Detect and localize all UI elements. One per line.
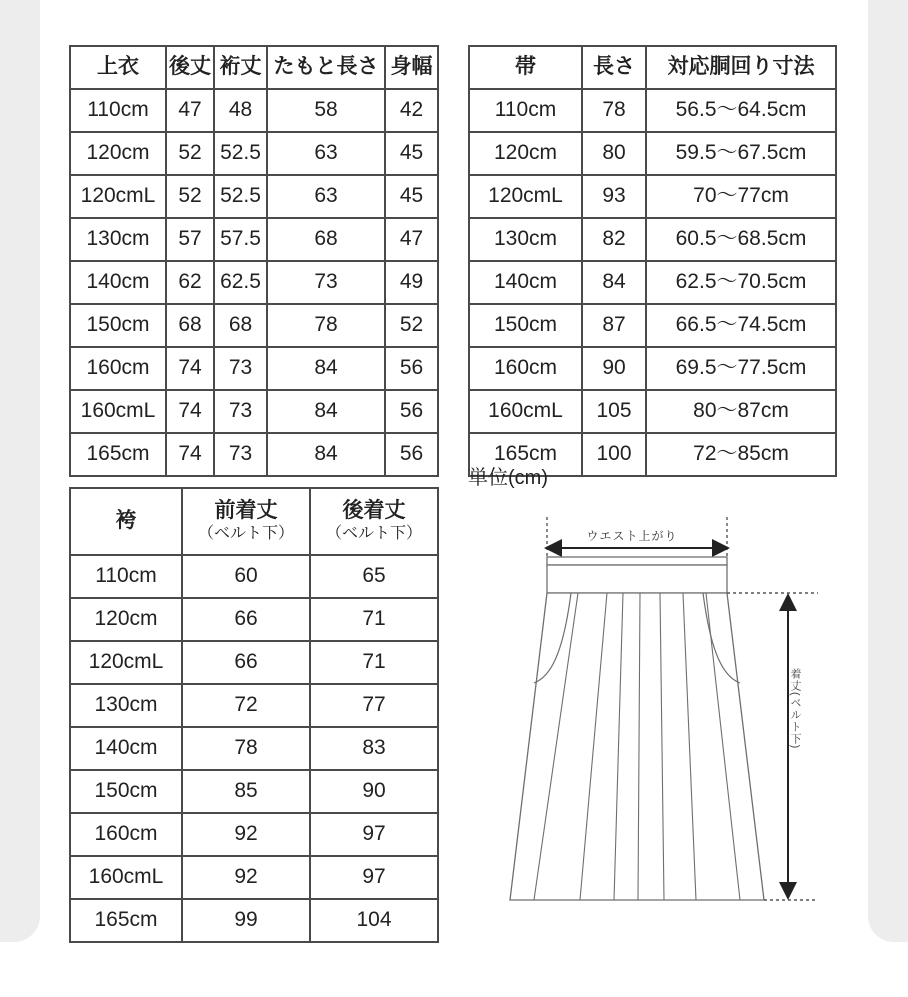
cell-body-width: 49 <box>385 261 438 304</box>
column-header-back-length: 後丈 <box>166 46 214 89</box>
column-header-hakama <box>70 488 182 555</box>
cell-length: 87 <box>582 304 646 347</box>
table-row <box>70 433 438 476</box>
cell-sleeve-span: 62.5 <box>214 261 267 304</box>
cell-waist-range: 60.5〜68.5cm <box>646 218 836 261</box>
cell-sleeve-span: 73 <box>214 433 267 476</box>
table-row <box>70 261 438 304</box>
waist-dimension-label: ウエスト上がり <box>586 529 678 543</box>
table-row <box>469 175 836 218</box>
header-main-text: 袴 <box>115 509 137 533</box>
table-row <box>70 175 438 218</box>
jacket-size-table <box>69 45 439 477</box>
cell-front-length: 66 <box>182 598 310 641</box>
cell-waist-range: 72〜85cm <box>646 433 836 476</box>
cell-body-width: 56 <box>385 390 438 433</box>
cell-size: 140cm <box>70 261 166 304</box>
cell-sleeve-span: 48 <box>214 89 267 132</box>
cell-front-length: 72 <box>182 684 310 727</box>
cell-tamoto: 78 <box>267 304 385 347</box>
cell-back-length: 97 <box>310 813 438 856</box>
cell-size: 130cm <box>70 684 182 727</box>
table-row <box>70 856 438 899</box>
cell-front-length: 66 <box>182 641 310 684</box>
cell-size: 110cm <box>70 555 182 598</box>
table-row <box>70 899 438 942</box>
cell-size: 160cmL <box>469 390 582 433</box>
cell-size: 160cm <box>469 347 582 390</box>
cell-waist-range: 62.5〜70.5cm <box>646 261 836 304</box>
table-row <box>70 89 438 132</box>
cell-size: 160cmL <box>70 390 166 433</box>
column-header-obi-length: 長さ <box>582 46 646 89</box>
column-header-back-length <box>310 488 438 555</box>
cell-size: 110cm <box>70 89 166 132</box>
cell-back-length: 97 <box>310 856 438 899</box>
cell-back-length: 104 <box>310 899 438 942</box>
hakama-skirt-outline <box>510 593 764 900</box>
cell-sleeve-span: 73 <box>214 390 267 433</box>
cell-size: 120cm <box>469 132 582 175</box>
cell-back-length: 77 <box>310 684 438 727</box>
cell-front-length: 92 <box>182 813 310 856</box>
table-row <box>469 304 836 347</box>
cell-tamoto: 68 <box>267 218 385 261</box>
cell-tamoto: 63 <box>267 132 385 175</box>
table-row <box>70 132 438 175</box>
table-row <box>70 347 438 390</box>
cell-size: 120cmL <box>70 641 182 684</box>
cell-waist-range: 66.5〜74.5cm <box>646 304 836 347</box>
cell-body-width: 56 <box>385 433 438 476</box>
cell-back-length: 52 <box>166 132 214 175</box>
waistband-body <box>547 565 727 593</box>
cell-size: 160cm <box>70 813 182 856</box>
cell-length: 100 <box>582 433 646 476</box>
cell-back-length: 68 <box>166 304 214 347</box>
table-row <box>70 390 438 433</box>
obi-size-table <box>468 45 837 477</box>
page-gutter-right <box>868 0 908 942</box>
table-row <box>70 684 438 727</box>
cell-back-length: 47 <box>166 89 214 132</box>
cell-body-width: 47 <box>385 218 438 261</box>
column-header-tamoto: たもと長さ <box>267 46 385 89</box>
table-row <box>469 347 836 390</box>
cell-front-length: 85 <box>182 770 310 813</box>
cell-back-length: 52 <box>166 175 214 218</box>
cell-back-length: 90 <box>310 770 438 813</box>
table-row <box>70 218 438 261</box>
table-row <box>469 261 836 304</box>
cell-tamoto: 84 <box>267 390 385 433</box>
cell-sleeve-span: 52.5 <box>214 175 267 218</box>
cell-front-length: 99 <box>182 899 310 942</box>
cell-back-length: 62 <box>166 261 214 304</box>
cell-tamoto: 58 <box>267 89 385 132</box>
cell-front-length: 60 <box>182 555 310 598</box>
column-header-sleeve-span: 裄丈 <box>214 46 267 89</box>
cell-waist-range: 80〜87cm <box>646 390 836 433</box>
cell-size: 120cmL <box>70 175 166 218</box>
table-row <box>469 390 836 433</box>
cell-front-length: 92 <box>182 856 310 899</box>
table-header-row <box>70 46 438 89</box>
cell-size: 160cm <box>70 347 166 390</box>
length-dimension-label: 着丈(ベルト下) <box>789 668 801 750</box>
cell-length: 82 <box>582 218 646 261</box>
cell-size: 140cm <box>70 727 182 770</box>
header-main-text: 前着丈 <box>214 499 278 523</box>
cell-body-width: 56 <box>385 347 438 390</box>
cell-length: 80 <box>582 132 646 175</box>
cell-body-width: 52 <box>385 304 438 347</box>
cell-tamoto: 73 <box>267 261 385 304</box>
waistband-top-strip <box>547 557 727 565</box>
cell-size: 120cm <box>70 132 166 175</box>
cell-back-length: 74 <box>166 347 214 390</box>
cell-back-length: 74 <box>166 390 214 433</box>
cell-back-length: 74 <box>166 433 214 476</box>
cell-size: 150cm <box>70 770 182 813</box>
table-row <box>70 641 438 684</box>
cell-sleeve-span: 52.5 <box>214 132 267 175</box>
cell-size: 140cm <box>469 261 582 304</box>
cell-sleeve-span: 57.5 <box>214 218 267 261</box>
cell-size: 160cmL <box>70 856 182 899</box>
table-row <box>70 770 438 813</box>
cell-size: 165cm <box>70 899 182 942</box>
cell-waist-range: 59.5〜67.5cm <box>646 132 836 175</box>
cell-tamoto: 84 <box>267 347 385 390</box>
cell-length: 90 <box>582 347 646 390</box>
cell-waist-range: 70〜77cm <box>646 175 836 218</box>
cell-size: 165cm <box>70 433 166 476</box>
cell-size: 120cm <box>70 598 182 641</box>
cell-size: 120cmL <box>469 175 582 218</box>
cell-sleeve-span: 68 <box>214 304 267 347</box>
column-header-waist-range: 対応胴回り寸法 <box>646 46 836 89</box>
unit-note: 単位(cm) <box>468 467 548 489</box>
cell-body-width: 45 <box>385 132 438 175</box>
column-header-jacket: 上衣 <box>70 46 166 89</box>
cell-front-length: 78 <box>182 727 310 770</box>
column-header-obi: 帯 <box>469 46 582 89</box>
cell-size: 110cm <box>469 89 582 132</box>
hakama-size-table <box>69 487 439 943</box>
cell-size: 150cm <box>70 304 166 347</box>
cell-length: 93 <box>582 175 646 218</box>
page-gutter-left <box>0 0 40 942</box>
cell-sleeve-span: 73 <box>214 347 267 390</box>
cell-length: 84 <box>582 261 646 304</box>
cell-back-length: 71 <box>310 641 438 684</box>
cell-size: 130cm <box>70 218 166 261</box>
header-main-text: 後着丈 <box>342 499 406 523</box>
cell-size: 130cm <box>469 218 582 261</box>
cell-back-length: 71 <box>310 598 438 641</box>
cell-size: 165cm <box>469 433 582 476</box>
cell-waist-range: 56.5〜64.5cm <box>646 89 836 132</box>
cell-body-width: 45 <box>385 175 438 218</box>
cell-size: 150cm <box>469 304 582 347</box>
cell-back-length: 83 <box>310 727 438 770</box>
table-row <box>70 727 438 770</box>
cell-length: 78 <box>582 89 646 132</box>
cell-back-length: 57 <box>166 218 214 261</box>
column-header-body-width: 身幅 <box>385 46 438 89</box>
cell-length: 105 <box>582 390 646 433</box>
table-header-row <box>70 488 438 555</box>
table-row <box>469 132 836 175</box>
cell-waist-range: 69.5〜77.5cm <box>646 347 836 390</box>
table-header-row <box>469 46 836 89</box>
header-sub-text: （ベルト下） <box>325 524 422 542</box>
cell-body-width: 42 <box>385 89 438 132</box>
cell-tamoto: 84 <box>267 433 385 476</box>
table-row <box>469 89 836 132</box>
table-row <box>70 304 438 347</box>
header-sub-text: （ベルト下） <box>197 524 294 542</box>
column-header-front-length <box>182 488 310 555</box>
table-row <box>70 813 438 856</box>
cell-back-length: 65 <box>310 555 438 598</box>
table-row <box>469 218 836 261</box>
table-row <box>70 598 438 641</box>
cell-tamoto: 63 <box>267 175 385 218</box>
table-row <box>70 555 438 598</box>
